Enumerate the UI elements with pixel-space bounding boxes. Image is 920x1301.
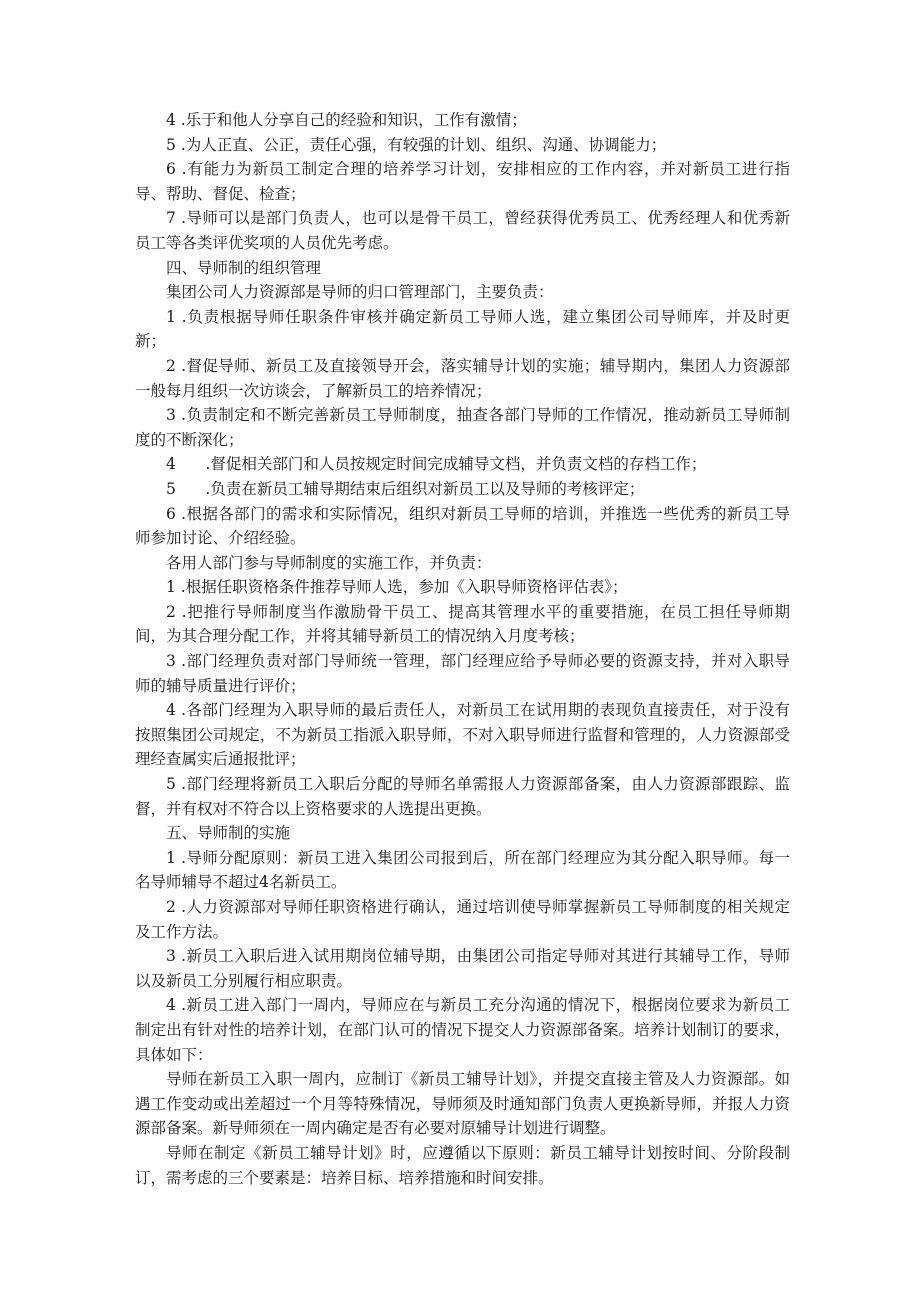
paragraph-plan-principles: 导师在制定《新员工辅导计划》时，应遵循以下原则：新员工辅导计划按时间、分阶段制订，需考虑的三个要素是：培养目标、培养措施和时间安排。 (135, 1143, 790, 1187)
paragraph-hr-intro: 集团公司人力资源部是导师的归口管理部门，主要负责： (166, 283, 554, 302)
paragraph-dept-duty-3: 3 .部门经理负责对部门导师统一管理，部门经理应给予导师必要的资源支持，并对入职导师的辅导质量进行评价； (135, 652, 790, 695)
paragraph-impl-3: 3 .新员工入职后进入试用期岗位辅导期，由集团公司指定导师对其进行其辅导工作，导师以及新员工分别履行相应职责。 (135, 947, 790, 990)
paragraph-hr-duty-5: 5 .负责在新员工辅导期结束后组织对新员工以及导师的考核评定； (166, 479, 645, 498)
paragraph-dept-duty-4: 4 .各部门经理为入职导师的最后责任人，对新员工在试用期的表现负直接责任，对于没有按照集团公司规定，不为新员工指派入职导师，不对入职导师进行监督和管理的，人力资源部受理经查属实后通报批评； (135, 701, 790, 769)
paragraph-plan-requirement: 导师在新员工入职一周内，应制订《新员工辅导计划》，并提交直接主管及人力资源部。如遇工作变动或出差超过一个月等特殊情况，导师须及时通知部门负责人更换新导师，并报人力资源部备案。新导师须在一周内确定是否有必要对原辅导计划进行调整。 (135, 1070, 790, 1138)
paragraph-requirement-6: 6 .有能力为新员工制定合理的培养学习计划，安排相应的工作内容，并对新员工进行指导、帮助、督促、检查； (135, 160, 790, 203)
paragraph-dept-intro: 各用人部门参与导师制度的实施工作，并负责： (166, 553, 492, 572)
paragraph-dept-duty-1: 1 .根据任职资格条件推荐导师人选，参加《入职导师资格评估表》； (166, 578, 628, 597)
paragraph-hr-duty-3: 3 .负责制定和不断完善新员工导师制度，抽查各部门导师的工作情况，推动新员工导师制度的不断深化； (135, 406, 790, 449)
paragraph-impl-2: 2 .人力资源部对导师任职资格进行确认，通过培训使导师掌握新员工导师制度的相关规定及工作方法。 (135, 898, 790, 941)
paragraph-requirement-5: 5 .为人正直、公正，责任心强，有较强的计划、组织、沟通、协调能力； (166, 135, 667, 154)
section-heading-organization: 四、导师制的组织管理 (166, 258, 322, 277)
paragraph-requirement-4: 4 .乐于和他人分享自己的经验和知识，工作有激情； (166, 111, 527, 129)
document-body (135, 108, 790, 1190)
paragraph-hr-duty-1: 1 .负责根据导师任职条件审核并确定新员工导师人选，建立集团公司导师库，并及时更新； (135, 307, 790, 351)
paragraph-impl-4: 4 .新员工进入部门一周内，导师应在与新员工充分沟通的情况下，根据岗位要求为新员工制定出有针对性的培养计划，在部门认可的情况下提交人力资源部备案。培养计划制订的要求，具体如下： (135, 996, 790, 1064)
paragraph-dept-duty-5: 5 .部门经理将新员工入职后分配的导师名单需报人力资源部备案，由人力资源部跟踪、监督，并有权对不符合以上资格要求的人选提出更换。 (135, 775, 790, 818)
section-heading-implementation: 五、导师制的实施 (166, 824, 291, 843)
paragraph-impl-1: 1 .导师分配原则：新员工进入集团公司报到后，所在部门经理应为其分配入职导师。每一名导师辅导不超过4名新员工。 (135, 848, 790, 892)
paragraph-hr-duty-6: 6 .根据各部门的需求和实际情况，组织对新员工导师的培训，并推选一些优秀的新员工导师参加讨论、介绍经验。 (135, 504, 790, 548)
paragraph-dept-duty-2: 2 .把推行导师制度当作激励骨干员工、提高其管理水平的重要措施，在员工担任导师期间，为其合理分配工作，并将其辅导新员工的情况纳入月度考核； (135, 602, 790, 646)
paragraph-hr-duty-4: 4 .督促相关部门和人员按规定时间完成辅导文档，并负责文档的存档工作； (166, 455, 707, 474)
paragraph-requirement-7: 7 .导师可以是部门负责人，也可以是骨干员工，曾经获得优秀员工、优秀经理人和优秀新员工等各类评优奖项的人员优先考虑。 (135, 209, 790, 252)
paragraph-hr-duty-2: 2 .督促导师、新员工及直接领导开会，落实辅导计划的实施；辅导期内，集团人力资源部一般每月组织一次访谈会，了解新员工的培养情况； (135, 356, 790, 400)
